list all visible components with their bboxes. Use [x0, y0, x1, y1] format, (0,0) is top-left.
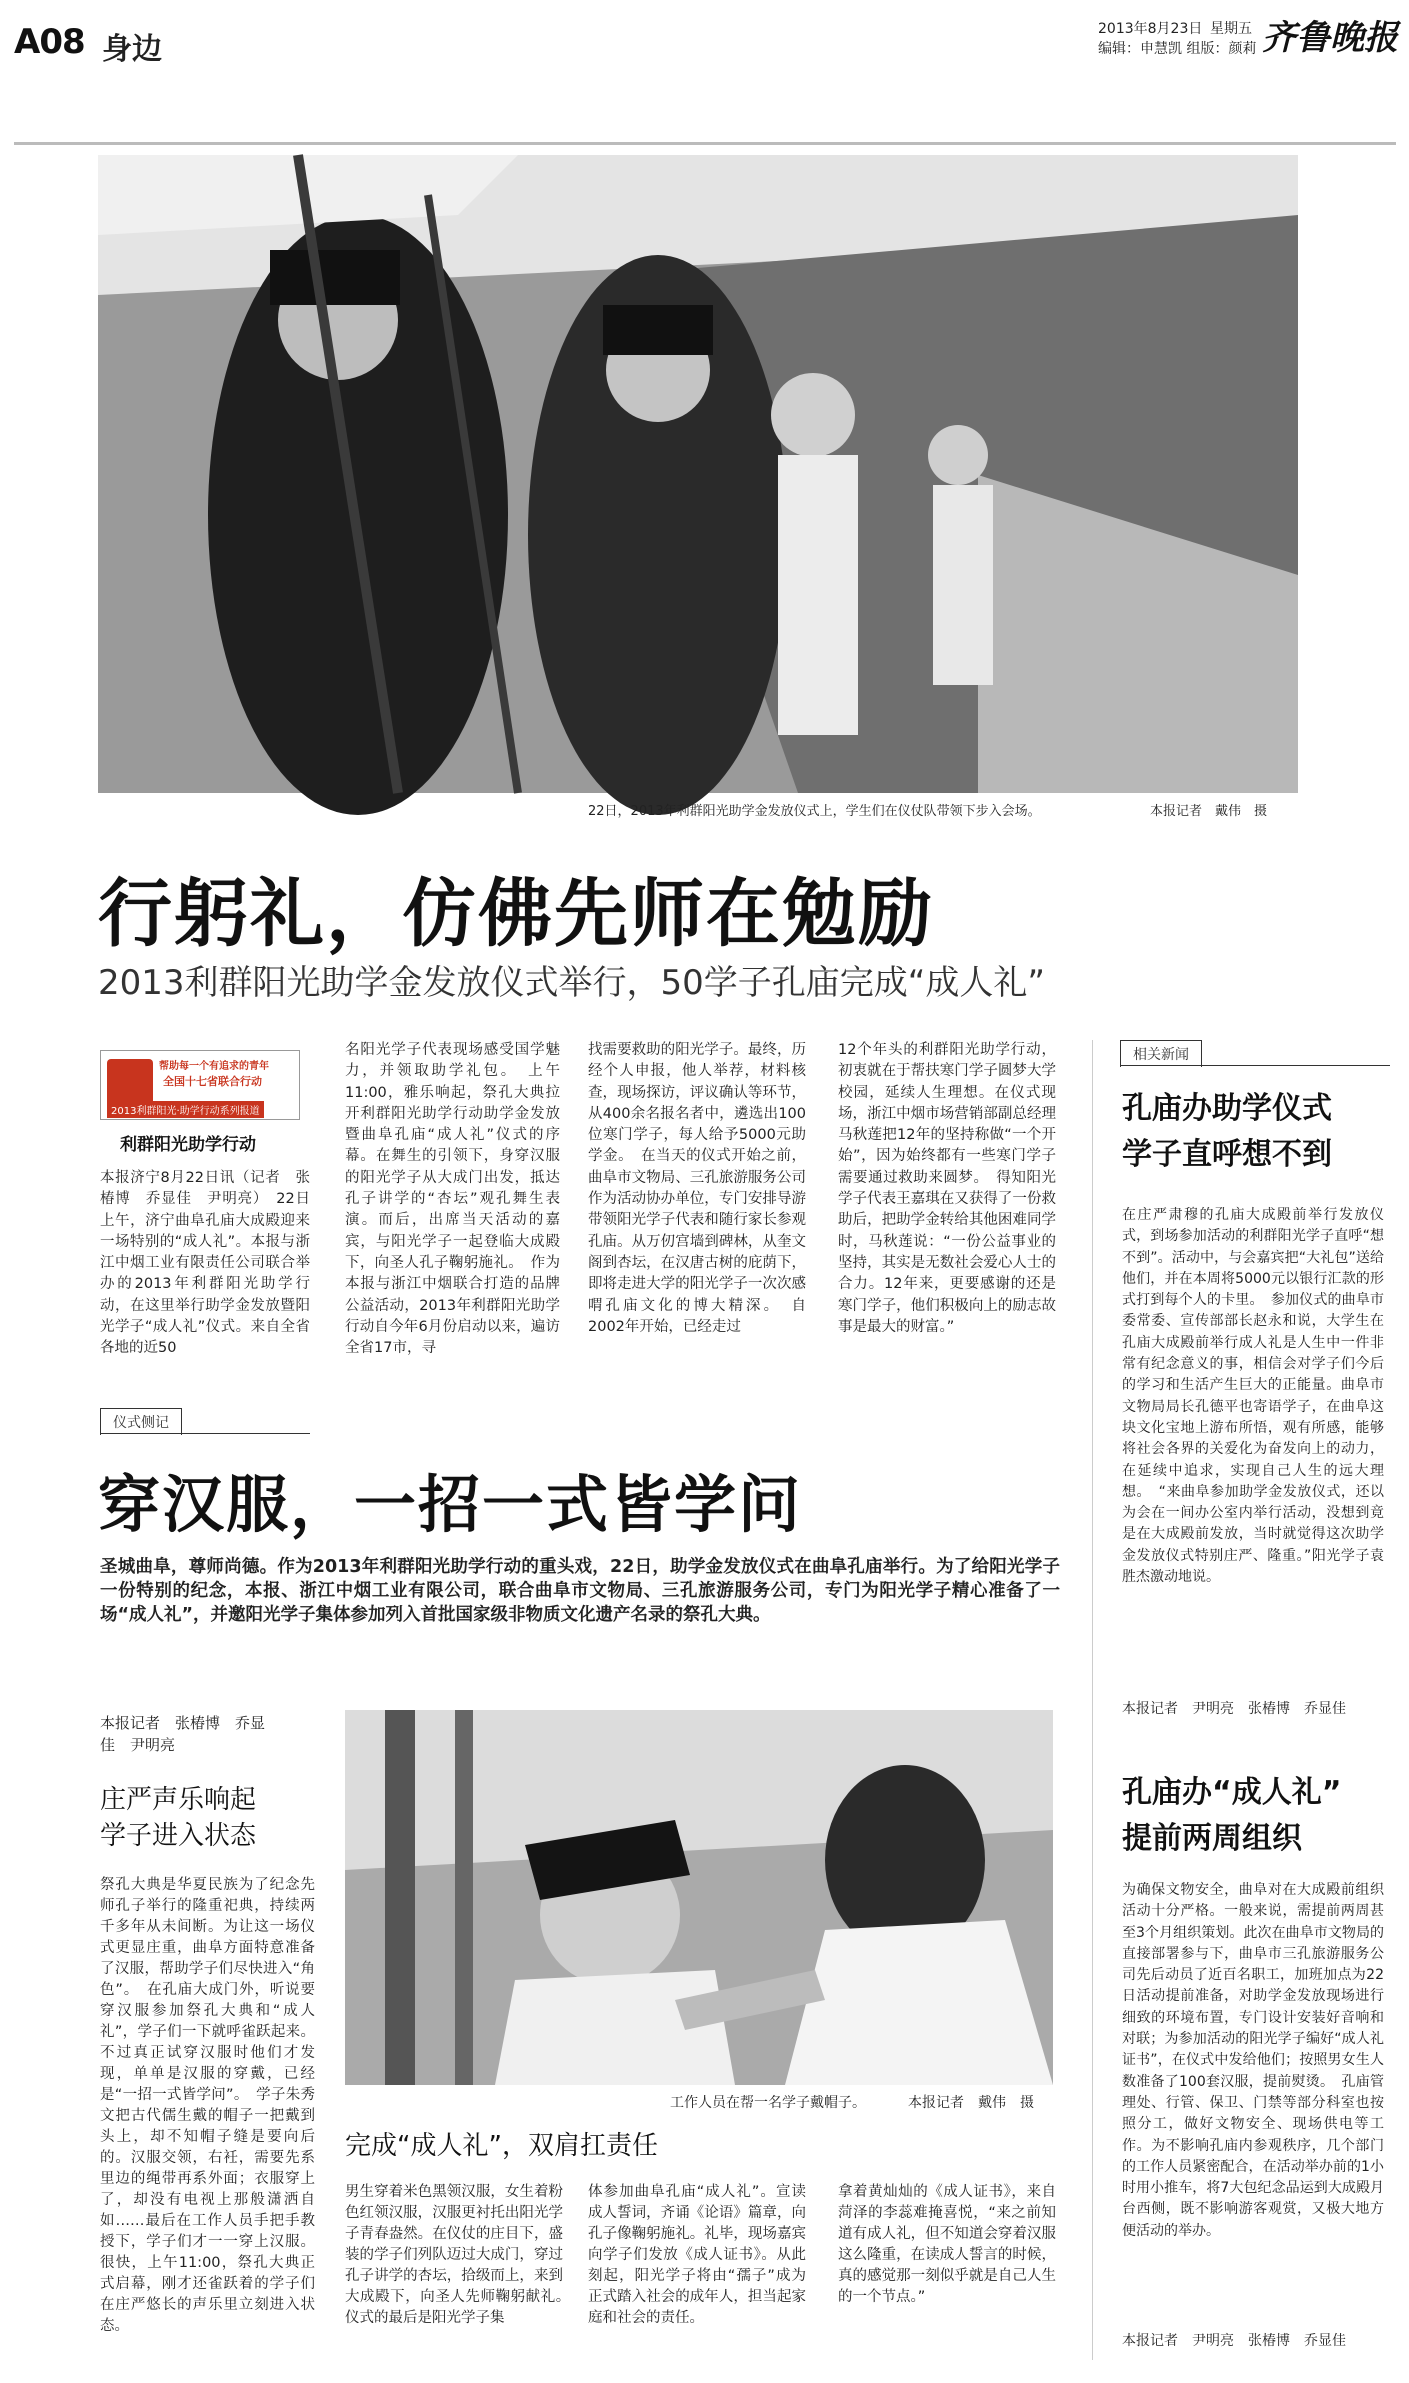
issue-weekday: 星期五: [1210, 21, 1252, 37]
side-story-rule: [100, 1433, 310, 1434]
side-story-sub1-line2: 学子进入状态: [100, 1821, 257, 1851]
logo-caption: 利群阳光助学行动: [120, 1135, 256, 1155]
section-title: 身边: [102, 32, 162, 67]
side-story-tag: 仪式侧记: [100, 1408, 182, 1435]
sidebar-story2-title-2: 提前两周组织: [1122, 1821, 1302, 1856]
side-story-lead: 圣城曲阜，尊师尚德。作为2013年利群阳光助学行动的重头戏，22日，助学金发放仪式在曲阜孔庙举行。为了给阳光学子一份特别的纪念，本报、浙江中烟工业有限公司，联合曲阜市文物局、三孔旅游服务公司，专门为阳光学子精心准备了一场“成人礼”，并邀阳光学子集体参加列入首批国家级非物质文化遗产名录的祭孔大典。: [100, 1557, 1060, 1625]
page-number: A08: [14, 22, 85, 62]
main-story-col-4: 12个年头的利群阳光助学行动，初衷就在于帮扶寒门学子圆梦大学校园，延续人生理想。在仪式现场，浙江中烟市场营销部副总经理马秋莲把12年的坚持称做“一个开始”，因为始终都有一些寒门学子需要通过救助来圆梦。 得知阳光学子代表王嘉琪在又获得了一份救助后，把助学金转给其他困难同学时，马秋莲说：“一份公益事业的坚持，其实是无数社会爱心人士的合力。12年来，更要感谢的还是寒门学子，他们积极向上的励志故事是最大的财富。”: [838, 1042, 1056, 1335]
side-story-body2-col3: 拿着黄灿灿的《成人证书》，来自菏泽的李蕊难掩喜悦，“来之前知道有成人礼，但不知道会穿着汉服这么隆重，在读成人誓言的时候，真的感觉那一刻似乎就是自己人生的一个节点。”: [838, 2184, 1056, 2305]
related-news-tag: 相关新闻: [1120, 1040, 1202, 1067]
sidebar-story2-title-1: 孔庙办“成人礼”: [1122, 1775, 1342, 1810]
main-subhead: 2013利群阳光助学金发放仪式举行，50学子孔庙完成“成人礼”: [98, 963, 1046, 1003]
logo-line-1: 帮助每一个有追求的青年: [159, 1061, 269, 1072]
side-story-byline: 本报记者 张椿博 乔显佳 尹明亮: [100, 1714, 266, 1754]
campaign-logo: [100, 1050, 300, 1120]
top-photo-credit: 本报记者 戴伟 摄: [1150, 804, 1268, 819]
related-news-rule: [1120, 1065, 1390, 1066]
logo-line-2: 全国十七省联合行动: [163, 1075, 262, 1088]
sidebar-story2-byline: 本报记者 尹明亮 张椿博 乔显佳: [1122, 2333, 1346, 2349]
top-photo-caption: 22日，2013年利群阳光助学金发放仪式上，学生们在仪仗队带领下步入会场。: [588, 804, 1041, 819]
side-story-body2-col1: 男生穿着米色黑领汉服，女生着粉色红领汉服，汉服更衬托出阳光学子青春盎然。在仪仗的庄目下，盛装的学子们列队迈过大成门，穿过孔子讲学的杏坛，拾级而上，来到大成殿下，向圣人先师鞠躬献礼。 仪式的最后是阳光学子集: [345, 2184, 578, 2326]
side-story-sub1-line1: 庄严声乐响起: [100, 1785, 257, 1815]
sidebar-story1-byline: 本报记者 尹明亮 张椿博 乔显佳: [1122, 1701, 1346, 1717]
sidebar-story2-body: 为确保文物安全，曲阜对在大成殿前组织活动十分严格。一般来说，需提前两周甚至3个月组织策划。此次在曲阜市文物局的直接部署参与下，曲阜市三孔旅游服务公司先后动员了近百名职工，加班加点为22日活动提前准备，对助学金发放现场进行细致的环境布置，专门设计安装好音响和对联；为参加活动的阳光学子编好“成人礼证书”，在仪式中发给他们；按照男女生人数准备了100套汉服，提前熨烫。 孔庙管理处、行管、保卫、门禁等部分科室也按照分工，做好文物安全、现场供电等工作。为不影响孔庙内参观秩序，几个部门的工作人员紧密配合，在活动举办前的1小时用小推车，将7大包纪念品运到大成殿月台西侧，既不影响游客观赏，又极大地方便活动的举办。: [1122, 1882, 1384, 2239]
main-story-col-3: 找需要救助的阳光学子。最终，历经个人申报，他人举荐，材料核查，现场探访，评议确认等环节，从400余名报名者中，遴选出100位寒门学子，每人给予5000元助学金。 在当天的仪式开始之前，曲阜市文物局、三孔旅游服务公司作为活动协办单位，专门安排导游带领阳光学子代表和随行家长参观孔庙。从万仞宫墙到碑林，从奎文阁到杏坛，在汉唐古树的庇荫下，即将走进大学的阳光学子一次次感喟孔庙文化的博大精深。 自2002年开始，已经走过: [588, 1042, 806, 1335]
newspaper-logo: 齐鲁晚报: [1262, 18, 1398, 58]
sidebar-story1-title-1: 孔庙办助学仪式: [1122, 1091, 1332, 1126]
header-rule: [14, 142, 1396, 145]
main-story-col-2: 名阳光学子代表现场感受国学魅力，并领取助学礼包。 上午11:00，雅乐响起，祭孔大典拉开利群阳光助学行动助学金发放暨曲阜孔庙“成人礼”仪式的序幕。在舞生的引领下，身穿汉服的阳光学子从大成门出发，抵达孔子讲学的“杏坛”观孔舞生表演。而后，出席当天活动的嘉宾，与阳光学子一起登临大成殿下，向圣人孔子鞠躬施礼。 作为本报与浙江中烟联合打造的品牌公益活动，2013年利群阳光助学行动自今年6月份启动以来，遍访全省17市，寻: [345, 1042, 560, 1357]
top-photo: [98, 155, 1298, 793]
side-story-headline: 穿汉服，一招一式皆学问: [98, 1468, 803, 1541]
second-photo: [345, 1710, 1053, 2085]
sidebar-divider: [1092, 1040, 1093, 2360]
side-story-body1: 祭孔大典是华夏民族为了纪念先师孔子举行的隆重祀典，持续两千多年从未间断。为让这一场仪式更显庄重，曲阜方面特意准备了汉服，帮助学子们尽快进入“角色”。 在孔庙大成门外，听说要穿汉服参加祭孔大典和“成人礼”，学子们一下就呼雀跃起来。不过真正试穿汉服时他们才发现，单单是汉服的穿戴，已经是“一招一式皆学问”。 学子朱秀文把古代儒生戴的帽子一把戴到头上，却不知帽子缝是要向后的。汉服交领，右衽，需要先系里边的绳带再系外面；衣服穿上了，却没有电视上那般潇洒自如……最后在工作人员手把手教授下，学子们才一一穿上汉服。很快，上午11:00，祭孔大典正式启幕，刚才还雀跃着的学子们在庄严悠长的声乐里立刻进入状态。: [100, 1877, 315, 2334]
editor-credit: 编辑：申慧凯 组版：颜莉: [1098, 41, 1257, 57]
side-story-sub2: 完成“成人礼”，双肩扛责任: [345, 2131, 658, 2161]
logo-line-3: 2013利群阳光·助学行动系列报道: [107, 1101, 264, 1118]
second-photo-caption: 工作人员在帮一名学子戴帽子。: [670, 2095, 866, 2111]
second-photo-credit: 本报记者 戴伟 摄: [908, 2095, 1034, 2111]
sidebar-story1-title-2: 学子直呼想不到: [1122, 1137, 1332, 1172]
main-story-col-1: 本报济宁8月22日讯（记者 张椿博 乔显佳 尹明亮） 22日上午，济宁曲阜孔庙大成殿迎来一场特别的“成人礼”。本报与浙江中烟工业有限责任公司联合举办的2013年利群阳光助学行动，在这里举行助学金发放暨阳光学子“成人礼”仪式。来自全省各地的近50: [100, 1170, 310, 1357]
sidebar-story1-body: 在庄严肃穆的孔庙大成殿前举行发放仪式，到场参加活动的利群阳光学子直呼“想不到”。活动中，与会嘉宾把“大礼包”送给他们，并在本周将5000元以银行汇款的形式打到每个人的卡里。 参加仪式的曲阜市委常委、宣传部部长赵永和说，大学生在孔庙大成殿前举行成人礼是人生中一件非常有纪念意义的事，相信会对学子们今后的学习和生活产生巨大的正能量。曲阜市文物局局长孔德平也寄语学子，在曲阜这块文化宝地上游布所悟，观有所感，能够将社会各界的关爱化为奋发向上的动力，在延续中追求，实现自己人生的远大理想。 “来曲阜参加助学金发放仪式，还以为会在一间办公室内举行活动，没想到竟是在大成殿前发放，当时就觉得这次助学金发放仪式特别庄严、隆重。”阳光学子袁胜杰激动地说。: [1122, 1207, 1384, 1586]
main-headline: 行躬礼，仿佛先师在勉励: [98, 871, 934, 957]
issue-date: 2013年8月23日: [1098, 21, 1203, 37]
side-story-body2-col2: 体参加曲阜孔庙“成人礼”。宣读成人誓词，齐诵《论语》篇章，向孔子像鞠躬施礼。礼毕，现场嘉宾向学子们发放《成人证书》。从此刻起，阳光学子将由“孺子”成为正式踏入社会的成年人，担当起家庭和社会的责任。: [588, 2184, 806, 2326]
